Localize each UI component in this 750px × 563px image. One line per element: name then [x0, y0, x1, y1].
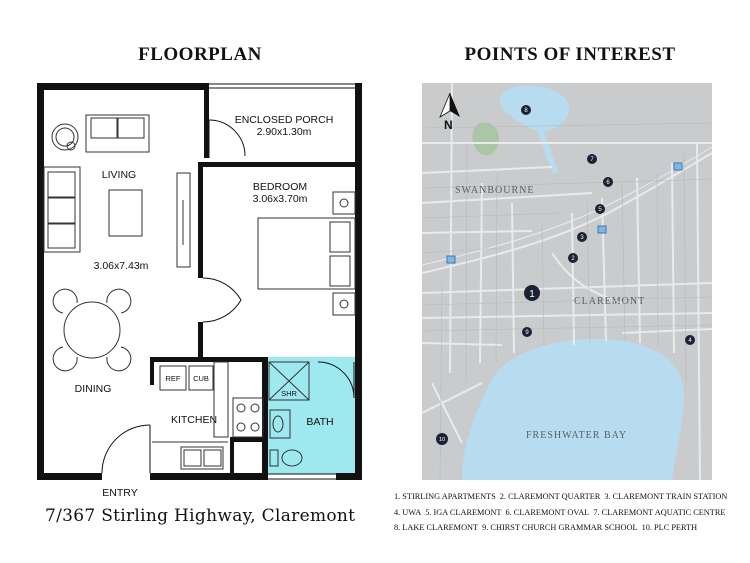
- north-label: N: [444, 118, 453, 132]
- living-size: 3.06x7.43m: [93, 260, 149, 272]
- bed: [258, 192, 355, 315]
- kitchen-label: KITCHEN: [170, 414, 218, 426]
- living-label: LIVING: [101, 169, 137, 181]
- legend-item: 8. LAKE CLAREMONT: [394, 523, 479, 532]
- poi-marker-5[interactable]: [595, 204, 605, 214]
- poi-marker-10[interactable]: [436, 433, 448, 445]
- svg-text:7: 7: [590, 157, 594, 163]
- dining-table: [53, 289, 131, 371]
- svg-text:10: 10: [438, 437, 446, 443]
- bedroom-size: 3.06x3.70m: [252, 193, 308, 205]
- map-label-claremont: CLAREMONT: [574, 296, 646, 307]
- entry-label: ENTRY: [102, 487, 138, 499]
- bath-window: [268, 474, 336, 479]
- poi-marker-6[interactable]: [603, 177, 613, 187]
- legend-item: 2. CLAREMONT QUARTER: [499, 492, 601, 501]
- poi-marker-2[interactable]: [568, 253, 578, 263]
- bath-label: BATH: [306, 416, 334, 428]
- poi-marker-4[interactable]: [685, 335, 695, 345]
- legend-item: 1. STIRLING APARTMENTS: [394, 492, 496, 501]
- svg-text:3: 3: [580, 235, 584, 241]
- legend-item: 7. CLAREMONT AQUATIC CENTRE: [593, 507, 726, 517]
- porch-window: [207, 84, 356, 88]
- map-label-freshwater-bay: FRESHWATER BAY: [526, 430, 628, 441]
- floorplan-title: FLOORPLAN: [138, 44, 262, 65]
- poi-marker-9[interactable]: [522, 327, 532, 337]
- legend-item: 10. PLC PERTH: [641, 523, 698, 532]
- points-of-interest-map: [422, 83, 712, 480]
- poi-marker-3[interactable]: [577, 232, 587, 242]
- ref-label: REF: [165, 374, 181, 383]
- map-label-swanbourne: SWANBOURNE: [455, 185, 535, 196]
- bedroom-label: BEDROOM: [252, 181, 308, 193]
- svg-text:8: 8: [524, 108, 528, 114]
- porch-size: 2.90x1.30m: [256, 126, 312, 138]
- dining-label: DINING: [74, 383, 112, 395]
- svg-text:5: 5: [598, 207, 602, 213]
- svg-text:1: 1: [529, 289, 535, 300]
- legend-item: 5. IGA CLAREMONT: [425, 507, 502, 517]
- legend-item: 4. UWA: [394, 507, 422, 517]
- legend-item: 9. CHIRST CHURCH GRAMMAR SCHOOL: [482, 523, 638, 532]
- poi-legend: [394, 489, 744, 536]
- svg-text:9: 9: [525, 330, 529, 336]
- legend-row: [394, 520, 744, 536]
- poi-marker-8[interactable]: [521, 105, 531, 115]
- svg-text:6: 6: [606, 180, 610, 186]
- porch-label: ENCLOSED PORCH: [234, 114, 334, 126]
- legend-item: 3. CLAREMONT TRAIN STATION: [604, 492, 728, 501]
- property-address: 7/367 Stirling Highway, Claremont: [45, 506, 356, 526]
- svg-text:2: 2: [571, 256, 575, 262]
- cub-label: CUB: [193, 374, 209, 383]
- poi-marker-1[interactable]: [524, 285, 540, 301]
- points-of-interest-title: POINTS OF INTEREST: [464, 44, 676, 65]
- shr-label: SHR: [281, 389, 297, 398]
- legend-row: [394, 489, 744, 505]
- legend-row: [394, 505, 744, 521]
- living-furniture: [44, 115, 190, 267]
- poi-marker-7[interactable]: [587, 154, 597, 164]
- svg-text:4: 4: [688, 338, 692, 344]
- legend-item: 6. CLAREMONT OVAL: [505, 507, 590, 517]
